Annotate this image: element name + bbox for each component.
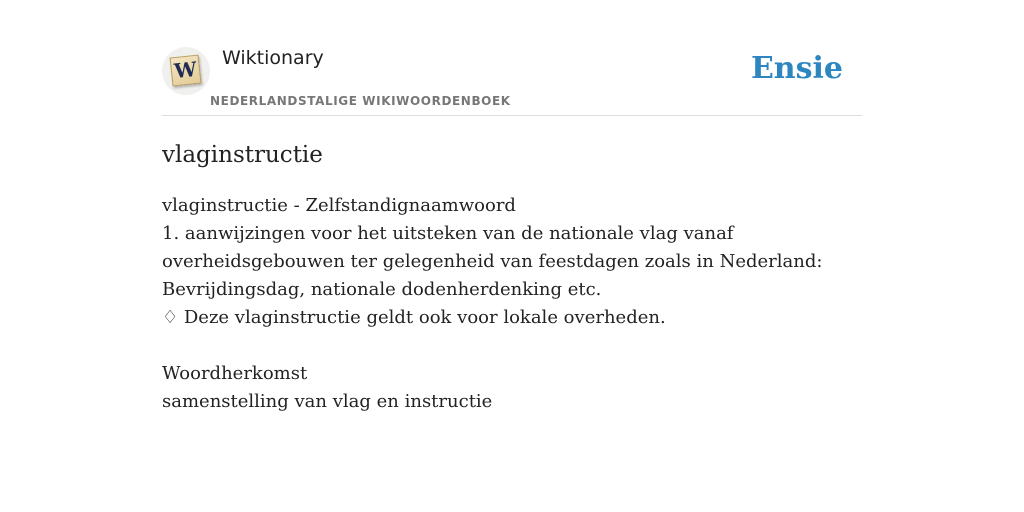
definition-line: Bevrijdingsdag, nationale dodenherdenking etc. <box>162 279 602 300</box>
site-name[interactable]: Wiktionary <box>222 47 324 69</box>
ensie-brand-link[interactable]: Ensie <box>750 51 843 86</box>
page-title: vlaginstructie <box>162 142 323 168</box>
wiktionary-logo-icon <box>170 55 202 87</box>
entry-heading-line: vlaginstructie - Zelfstandignaamwoord <box>162 195 516 216</box>
wiktionary-logo[interactable] <box>162 47 210 95</box>
etymology-text: samenstelling van vlag en instructie <box>162 391 493 412</box>
site-tagline: NEDERLANDSTALIGE WIKIWOORDENBOEK <box>210 94 511 108</box>
section-spacer <box>162 332 862 360</box>
definition-line: 1. aanwijzingen voor het uitsteken van de nationale vlag vanaf <box>162 223 734 244</box>
logo-letter: W <box>173 56 198 84</box>
entry-content <box>162 192 862 416</box>
example-sentence: ♢ Deze vlaginstructie geldt ook voor lokale overheden. <box>162 307 666 328</box>
etymology-heading: Woordherkomst <box>162 363 308 384</box>
page-container <box>162 0 862 512</box>
site-header <box>162 0 862 116</box>
definition-line: overheidsgebouwen ter gelegenheid van feestdagen zoals in Nederland: <box>162 251 823 272</box>
